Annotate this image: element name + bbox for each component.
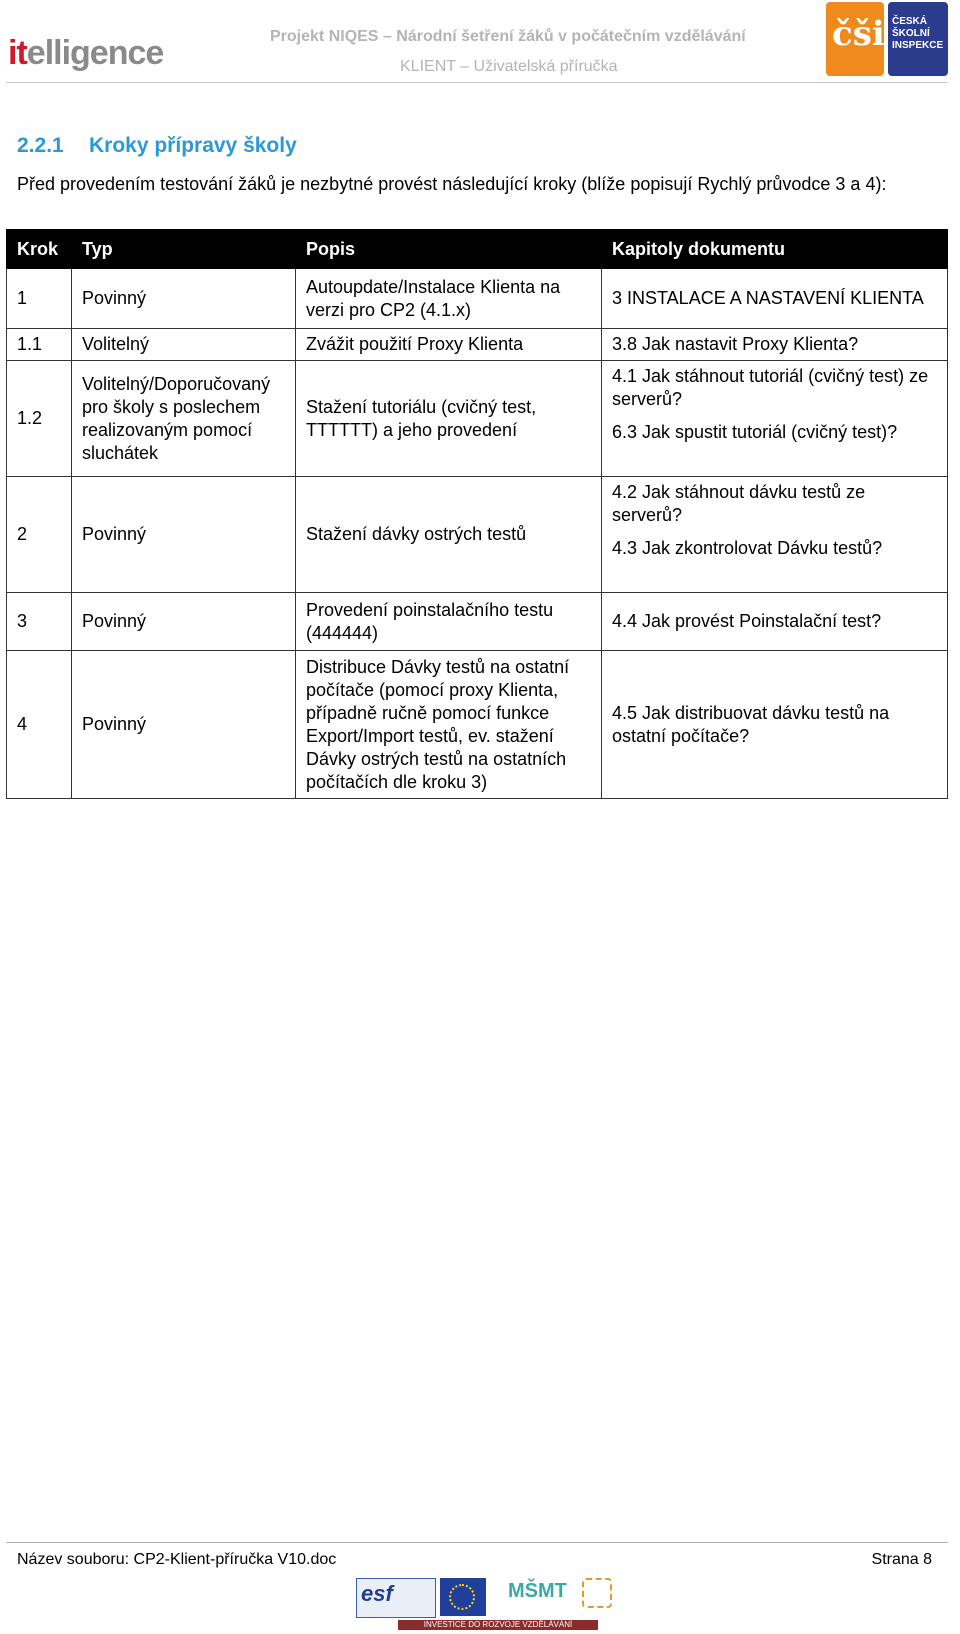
chapter-ref: 6.3 Jak spustit tutoriál (cvičný test)? — [612, 422, 898, 442]
itelligence-logo — [8, 36, 163, 70]
esf-text: esf — [361, 1581, 393, 1606]
step-cell: 3 — [7, 593, 72, 651]
eu-flag-icon — [440, 1578, 486, 1616]
section-title: Kroky přípravy školy — [89, 134, 297, 157]
op-logo-icon — [574, 1578, 620, 1616]
csi-line2: ŠKOLNÍ — [892, 28, 930, 39]
footer-logos — [356, 1576, 626, 1632]
col-header-step: Krok — [7, 230, 72, 269]
step-cell: 1 — [7, 269, 72, 329]
footer-filename: Název souboru: CP2-Klient-příručka V10.doc — [17, 1551, 337, 1568]
table-row — [7, 269, 948, 329]
csi-line1: ČESKÁ — [892, 16, 928, 27]
header-title: Projekt NIQES – Národní šetření žáků v počátečním vzdělávání — [270, 28, 746, 45]
chapters-cell — [602, 651, 948, 799]
csi-mark-icon — [826, 2, 884, 76]
csi-wordmark — [888, 2, 948, 76]
chapter-ref: 4.3 Jak zkontrolovat Dávku testů? — [612, 538, 883, 558]
step-cell: 1.2 — [7, 361, 72, 477]
type-cell: Povinný — [72, 269, 296, 329]
chapter-ref: 3 INSTALACE A NASTAVENÍ KLIENTA — [612, 288, 924, 308]
chapters-cell — [602, 329, 948, 361]
logos-caption: INVESTICE DO ROZVOJE VZDĚLÁVÁNÍ — [398, 1620, 598, 1630]
esf-logo-icon — [356, 1578, 436, 1618]
table-row — [7, 329, 948, 361]
steps-table — [6, 229, 948, 799]
description-cell: Autoupdate/Instalace Klienta na verzi pro CP2 (4.1.x) — [296, 269, 602, 329]
csi-line3: INSPEKCE — [892, 40, 944, 51]
description-cell: Distribuce Dávky testů na ostatní počítače (pomocí proxy Klienta, případně ručně pomocí funkce Export/Import testů, ev. stažení Dávky ostrých testů na ostatních počítačích dle kroku 3) — [296, 651, 602, 799]
description-cell: Provedení poinstalačního testu (444444) — [296, 593, 602, 651]
chapter-ref: 4.2 Jak stáhnout dávku testů ze serverů? — [612, 482, 866, 525]
type-cell: Povinný — [72, 593, 296, 651]
step-cell: 4 — [7, 651, 72, 799]
table-row — [7, 477, 948, 593]
description-cell: Zvážit použití Proxy Klienta — [296, 329, 602, 361]
chapter-ref: 3.8 Jak nastavit Proxy Klienta? — [612, 334, 859, 354]
logo-rest: elligence — [26, 34, 164, 72]
chapters-cell — [602, 477, 948, 593]
type-cell: Povinný — [72, 651, 296, 799]
chapters-cell — [602, 269, 948, 329]
footer-divider — [6, 1542, 948, 1543]
csi-logo — [826, 2, 948, 76]
chapter-ref: 4.1 Jak stáhnout tutoriál (cvičný test) ze serverů? — [612, 366, 929, 409]
chapter-ref: 4.4 Jak provést Poinstalační test? — [612, 611, 882, 631]
col-header-chapters: Kapitoly dokumentu — [602, 230, 948, 269]
logo-prefix: it — [8, 34, 27, 72]
chapter-ref: 4.5 Jak distribuovat dávku testů na ostatní počítače? — [612, 702, 890, 746]
section-number: 2.2.1 — [17, 134, 64, 157]
description-cell: Stažení dávky ostrých testů — [296, 477, 602, 593]
description-cell: Stažení tutoriálu (cvičný test, TTTTTT) a jeho provedení — [296, 361, 602, 477]
header-subtitle: KLIENT – Uživatelská příručka — [400, 58, 618, 75]
msmt-logo-icon — [504, 1578, 567, 1616]
csi-glyph: čši — [832, 14, 885, 54]
chapters-cell — [602, 361, 948, 477]
type-cell: Volitelný — [72, 329, 296, 361]
intro-paragraph: Před provedením testování žáků je nezbytné provést následující kroky (blíže popisují Rychlý průvodce 3 a 4): — [17, 174, 887, 194]
type-cell: Volitelný/Doporučovaný pro školy s poslechem realizovaným pomocí sluchátek — [72, 361, 296, 477]
table-row — [7, 593, 948, 651]
section-heading — [17, 134, 297, 158]
step-cell: 1.1 — [7, 329, 72, 361]
msmt-text: MŠMT — [508, 1580, 567, 1602]
col-header-type: Typ — [72, 230, 296, 269]
table-row — [7, 361, 948, 477]
footer-page-number: Strana 8 — [871, 1551, 932, 1568]
header-divider — [6, 82, 948, 83]
table-header-row — [7, 230, 948, 269]
col-header-description: Popis — [296, 230, 602, 269]
chapters-cell — [602, 593, 948, 651]
step-cell: 2 — [7, 477, 72, 593]
table-row — [7, 651, 948, 799]
type-cell: Povinný — [72, 477, 296, 593]
